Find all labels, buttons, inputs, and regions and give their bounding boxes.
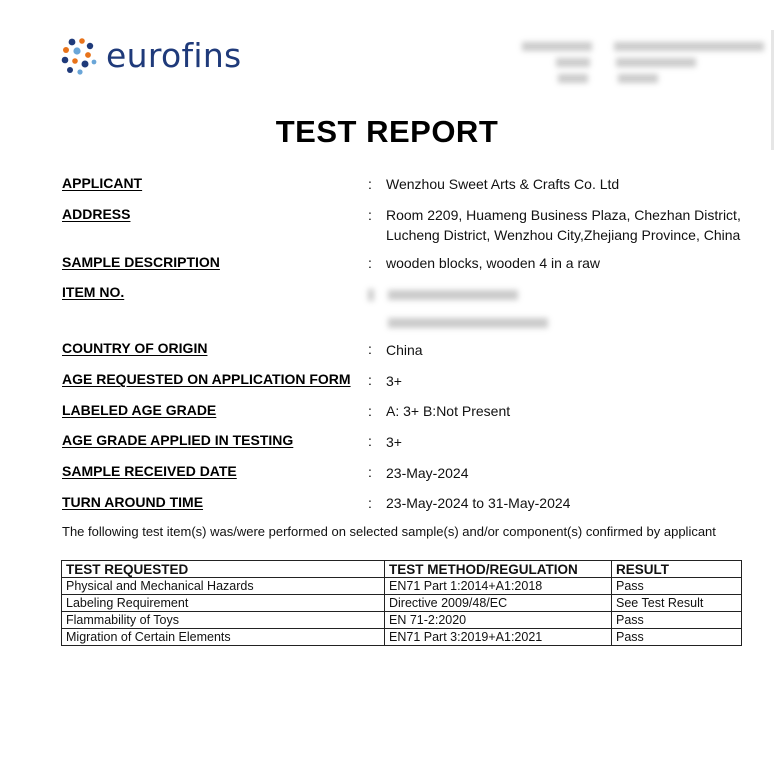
field-value-labeled-age-grade: A: 3+ B:Not Present [386, 403, 511, 419]
column-header-test-method: TEST METHOD/REGULATION [385, 561, 612, 578]
field-value-country-of-origin: China [386, 342, 423, 358]
column-header-test-requested: TEST REQUESTED [62, 561, 385, 578]
cell-test-requested: Flammability of Toys [62, 612, 385, 629]
table-row [62, 612, 742, 629]
table-header-row [62, 561, 742, 578]
eurofins-logo [60, 36, 242, 76]
field-label-address: ADDRESS [62, 206, 131, 222]
report-title: TEST REPORT [275, 114, 499, 149]
test-results-table [61, 560, 742, 646]
field-colon: : [368, 207, 372, 223]
field-label-sample-received-date: SAMPLE RECEIVED DATE [62, 463, 237, 479]
field-value-address-line2: Lucheng District, Wenzhou City,Zhejiang Province, China [386, 227, 741, 243]
cell-test-requested: Physical and Mechanical Hazards [62, 578, 385, 595]
field-label-country-of-origin: COUNTRY OF ORIGIN [62, 340, 208, 356]
field-value-applicant: Wenzhou Sweet Arts & Crafts Co. Ltd [386, 176, 620, 192]
field-value-sample-description: wooden blocks, wooden 4 in a raw [386, 255, 601, 271]
field-label-turn-around-time: TURN AROUND TIME [62, 494, 204, 510]
field-colon: : [368, 495, 372, 511]
field-colon: : [368, 372, 372, 388]
field-label-labeled-age-grade: LABELED AGE GRADE [62, 402, 217, 418]
field-value-sample-received-date: 23-May-2024 [386, 465, 469, 481]
field-value-address-line1: Room 2209, Huameng Business Plaza, Chezhan District, [386, 207, 741, 223]
cell-test-method: EN 71-2:2020 [385, 612, 612, 629]
field-colon: : [368, 403, 372, 419]
field-colon: : [368, 464, 372, 480]
field-label-age-requested: AGE REQUESTED ON APPLICATION FORM [62, 371, 351, 387]
field-label-sample-description: SAMPLE DESCRIPTION [62, 254, 220, 270]
field-colon: : [368, 433, 372, 449]
cell-test-method: EN71 Part 1:2014+A1:2018 [385, 578, 612, 595]
table-row [62, 629, 742, 646]
eurofins-dots-icon [60, 36, 100, 76]
cell-result: See Test Result [612, 595, 742, 612]
field-colon: : [368, 255, 372, 271]
field-label-applicant: APPLICANT [62, 175, 143, 191]
field-value-age-requested: 3+ [386, 373, 402, 389]
cell-result: Pass [612, 612, 742, 629]
cell-test-method: EN71 Part 3:2019+A1:2021 [385, 629, 612, 646]
field-colon: : [368, 341, 372, 357]
intro-text: The following test item(s) was/were performed on selected sample(s) and/or component(s) confirmed by applicant [62, 524, 716, 539]
cell-result: Pass [612, 578, 742, 595]
cell-test-requested: Labeling Requirement [62, 595, 385, 612]
field-value-age-grade-applied: 3+ [386, 434, 402, 450]
field-colon: : [368, 176, 372, 192]
redacted-lab-address [518, 36, 768, 96]
cell-test-method: Directive 2009/48/EC [385, 595, 612, 612]
field-value-turn-around-time: 23-May-2024 to 31-May-2024 [386, 495, 571, 511]
cell-result: Pass [612, 629, 742, 646]
column-header-result: RESULT [612, 561, 742, 578]
field-label-age-grade-applied: AGE GRADE APPLIED IN TESTING [62, 432, 294, 448]
table-row [62, 595, 742, 612]
cell-test-requested: Migration of Certain Elements [62, 629, 385, 646]
brand-name: eurofins [106, 36, 242, 75]
table-row [62, 578, 742, 595]
field-label-item-no: ITEM NO. [62, 284, 125, 300]
